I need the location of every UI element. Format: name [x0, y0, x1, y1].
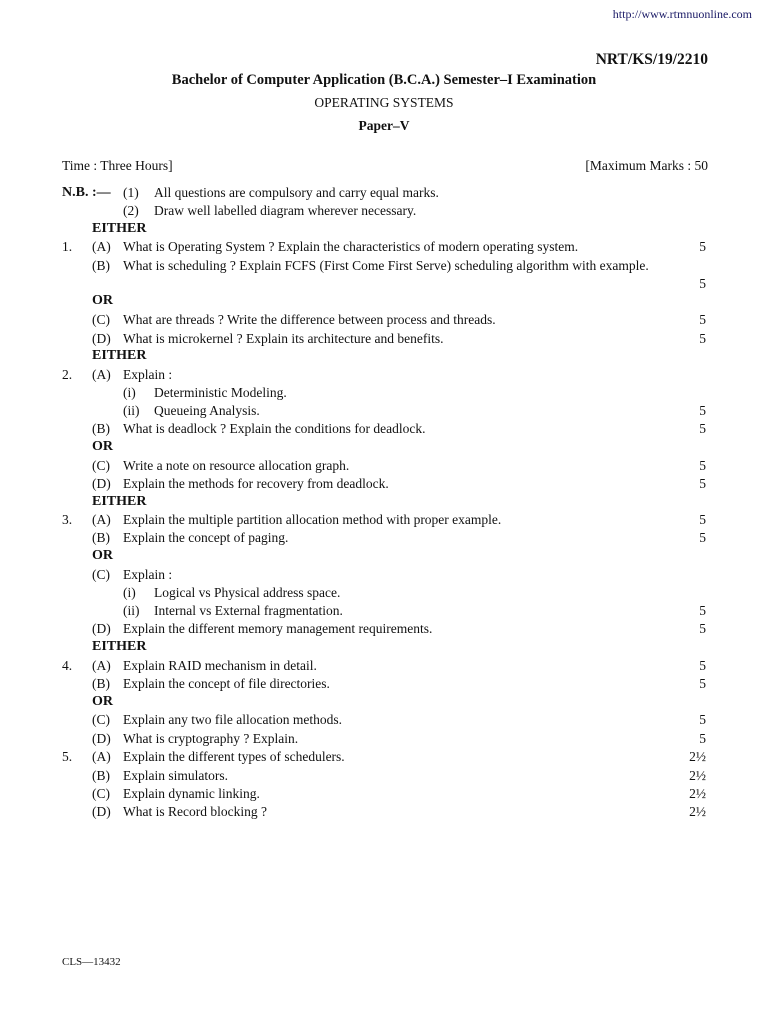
question-row	[0, 420, 768, 438]
marks: 2½	[689, 786, 706, 801]
question-number: 1.	[62, 239, 73, 254]
part-label: (D)	[92, 476, 111, 491]
marks: 2½	[689, 768, 706, 783]
note-number: (1)	[123, 185, 139, 200]
question-text: What is cryptography ? Explain.	[123, 731, 299, 746]
part-label: (D)	[92, 804, 111, 819]
sub-text: Deterministic Modeling.	[154, 385, 287, 400]
marks: 5	[699, 530, 706, 545]
question-row	[0, 620, 768, 638]
question-row	[0, 457, 768, 475]
sub-text: Internal vs External fragmentation.	[154, 603, 343, 618]
marks: 5	[699, 276, 706, 291]
part-label: (A)	[92, 658, 111, 673]
either-label	[0, 493, 768, 511]
part-label: (C)	[92, 567, 110, 582]
marks-row	[0, 275, 768, 293]
sub-question-row	[0, 402, 768, 420]
part-label: (C)	[92, 312, 110, 327]
question-text: Explain :	[123, 367, 173, 382]
or-label	[0, 693, 768, 711]
question-text: What is Operating System ? Explain the characteristics of modern operating system.	[123, 239, 579, 254]
part-label: (C)	[92, 786, 110, 801]
part-label: (A)	[92, 512, 111, 527]
question-number: 3.	[62, 512, 73, 527]
time-allowed: Time : Three Hours]	[62, 158, 173, 173]
sub-label: (i)	[123, 585, 136, 600]
question-text: Explain RAID mechanism in detail.	[123, 658, 317, 673]
question-row	[0, 238, 768, 256]
marks: 5	[699, 331, 706, 346]
sub-label: (ii)	[123, 403, 140, 418]
question-row	[0, 330, 768, 348]
question-text: What is scheduling ? Explain FCFS (First Come First Serve) scheduling algorithm with example.	[123, 258, 649, 273]
part-label: (B)	[92, 258, 110, 273]
question-row	[0, 366, 768, 384]
part-label: (A)	[92, 749, 111, 764]
or-text: OR	[92, 548, 113, 563]
question-text: What is microkernel ? Explain its architecture and benefits.	[123, 331, 444, 346]
or-text: OR	[92, 439, 113, 454]
question-text: Explain the methods for recovery from deadlock.	[123, 476, 389, 491]
part-label: (C)	[92, 712, 110, 727]
question-row	[0, 675, 768, 693]
marks: 2½	[689, 749, 706, 764]
or-text: OR	[92, 694, 113, 709]
question-row	[0, 711, 768, 729]
marks: 5	[699, 403, 706, 418]
part-label: (B)	[92, 676, 110, 691]
question-number: 5.	[62, 749, 73, 764]
sub-text: Logical vs Physical address space.	[154, 585, 341, 600]
note-number: (2)	[123, 203, 139, 218]
marks: 5	[699, 312, 706, 327]
question-row	[0, 475, 768, 493]
question-row	[0, 657, 768, 675]
or-label	[0, 547, 768, 565]
either-text: EITHER	[92, 494, 147, 509]
question-number: 2.	[62, 367, 73, 382]
part-label: (B)	[92, 768, 110, 783]
question-text: What is deadlock ? Explain the conditions for deadlock.	[123, 421, 426, 436]
question-row	[0, 257, 768, 275]
or-label	[0, 438, 768, 456]
question-text: What is Record blocking ?	[123, 804, 267, 819]
question-text: Write a note on resource allocation graph.	[123, 458, 350, 473]
question-text: Explain the concept of paging.	[123, 530, 289, 545]
marks: 5	[699, 676, 706, 691]
question-text: Explain simulators.	[123, 768, 228, 783]
sub-question-row	[0, 602, 768, 620]
part-label: (D)	[92, 621, 111, 636]
subject-title: OPERATING SYSTEMS	[314, 95, 454, 110]
question-text: What are threads ? Write the difference between process and threads.	[123, 312, 496, 327]
part-label: (B)	[92, 530, 110, 545]
marks: 5	[699, 731, 706, 746]
marks: 2½	[689, 804, 706, 819]
marks: 5	[699, 458, 706, 473]
question-row	[0, 529, 768, 547]
sub-text: Queueing Analysis.	[154, 403, 260, 418]
or-label	[0, 292, 768, 310]
question-row	[0, 785, 768, 803]
either-text: EITHER	[92, 221, 147, 236]
marks: 5	[699, 712, 706, 727]
marks: 5	[699, 603, 706, 618]
sub-label: (i)	[123, 385, 136, 400]
paper-number: Paper–V	[358, 118, 410, 133]
part-label: (D)	[92, 731, 111, 746]
nb-line-2	[0, 202, 768, 220]
maximum-marks: [Maximum Marks : 50	[585, 158, 708, 173]
sub-question-row	[0, 584, 768, 602]
source-url: http://www.rtmnuonline.com	[612, 7, 752, 21]
paper-code: NRT/KS/19/2210	[595, 51, 708, 68]
either-text: EITHER	[92, 639, 147, 654]
part-label: (A)	[92, 367, 111, 382]
either-label	[0, 347, 768, 365]
part-label: (A)	[92, 239, 111, 254]
question-row	[0, 511, 768, 529]
question-row	[0, 748, 768, 766]
question-row	[0, 767, 768, 785]
either-text: EITHER	[92, 348, 147, 363]
question-number: 4.	[62, 658, 73, 673]
either-label	[0, 220, 768, 238]
question-row	[0, 803, 768, 821]
sub-label: (ii)	[123, 603, 140, 618]
marks: 5	[699, 476, 706, 491]
marks: 5	[699, 621, 706, 636]
marks: 5	[699, 658, 706, 673]
part-label: (D)	[92, 331, 111, 346]
marks: 5	[699, 421, 706, 436]
note-text: Draw well labelled diagram wherever necessary.	[154, 203, 417, 218]
question-text: Explain the concept of file directories.	[123, 676, 330, 691]
question-text: Explain :	[123, 567, 173, 582]
question-row	[0, 730, 768, 748]
question-text: Explain the different types of schedulers.	[123, 749, 345, 764]
nb-label: N.B. :—	[62, 185, 111, 200]
either-label	[0, 638, 768, 656]
part-label: (C)	[92, 458, 110, 473]
question-row	[0, 566, 768, 584]
question-text: Explain any two file allocation methods.	[123, 712, 342, 727]
sub-question-row	[0, 384, 768, 402]
question-text: Explain the different memory management requirements.	[123, 621, 433, 636]
marks: 5	[699, 239, 706, 254]
part-label: (B)	[92, 421, 110, 436]
nb-line-1	[0, 184, 768, 202]
question-text: Explain the multiple partition allocation method with proper example.	[123, 512, 502, 527]
question-text: Explain dynamic linking.	[123, 786, 260, 801]
marks: 5	[699, 512, 706, 527]
exam-title: Bachelor of Computer Application (B.C.A.) Semester–I Examination	[171, 72, 597, 88]
or-text: OR	[92, 293, 113, 308]
footer-code: CLS—13432	[62, 956, 121, 968]
question-row	[0, 311, 768, 329]
note-text: All questions are compulsory and carry equal marks.	[154, 185, 439, 200]
